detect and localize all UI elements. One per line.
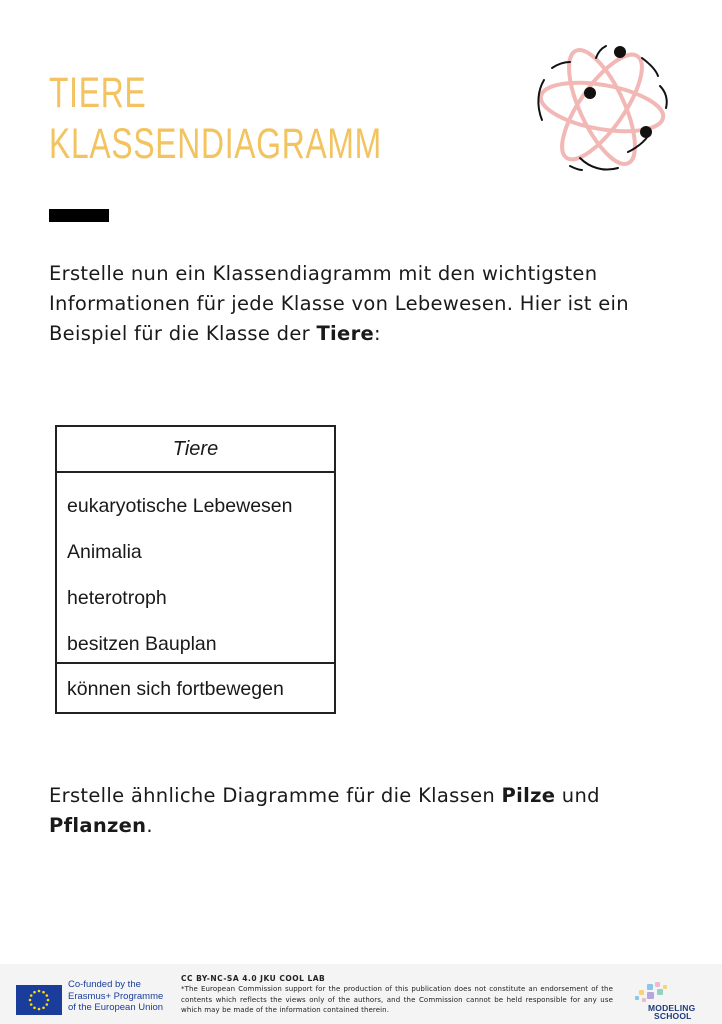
class-attributes <box>57 473 334 664</box>
class-name: Tiere <box>57 427 334 473</box>
intro-colon: : <box>374 322 381 345</box>
title-underline-bar <box>49 209 109 222</box>
eu-funding-text <box>68 979 163 1014</box>
task-paragraph <box>49 781 669 841</box>
eu-line-1: Co-funded by the <box>68 979 141 990</box>
page-title <box>49 68 382 170</box>
class-operations <box>57 664 334 712</box>
intro-bold-tiere: Tiere <box>316 322 375 345</box>
license-title: CC BY-NC-SA 4.0 JKU COOL LAB <box>181 974 326 983</box>
intro-text: Erstelle nun ein Klassendiagramm mit den wichtigsten Informationen für jede Klasse von Lebewesen. Hier ist ein Beispiel für die Klasse der <box>49 262 629 345</box>
eu-line-2: Erasmus+ Programme <box>68 990 164 1002</box>
task-bold-pflanzen: Pflanzen <box>49 814 147 837</box>
task-bold-pilze: Pilze <box>501 784 556 807</box>
license-block <box>181 974 613 1016</box>
footer <box>0 964 722 1024</box>
eu-flag-icon <box>16 985 62 1015</box>
task-period: . <box>146 814 153 837</box>
attribute-row: besitzen Bauplan <box>67 633 217 655</box>
attribute-row: heterotroph <box>67 587 167 609</box>
task-text: Erstelle ähnliche Diagramme für die Klassen <box>49 784 502 807</box>
task-text-und: und <box>555 784 600 807</box>
intro-paragraph <box>49 259 649 349</box>
class-diagram <box>55 425 336 714</box>
disclaimer-text: *The European Commission support for the production of this publication does not constitute an endorsement of the contents which reflects the views only of the authors, and the Commission cannot be held responsible for any use which may be made of the information contained therein. <box>181 985 613 1014</box>
eu-line-3: of the European Union <box>68 1002 164 1013</box>
attribute-row: Animalia <box>67 541 142 563</box>
operation-row: können sich fortbewegen <box>67 678 284 700</box>
attribute-row: eukaryotische Lebewesen <box>67 495 293 517</box>
modeling-school-text <box>648 1004 695 1020</box>
atom-icon <box>532 40 672 175</box>
title-line-2: KLASSENDIAGRAMM <box>49 120 382 168</box>
logo-line-1: MODELING <box>648 1003 696 1013</box>
logo-line-2: SCHOOL <box>654 1011 692 1021</box>
title-line-1: TIERE <box>49 69 147 117</box>
